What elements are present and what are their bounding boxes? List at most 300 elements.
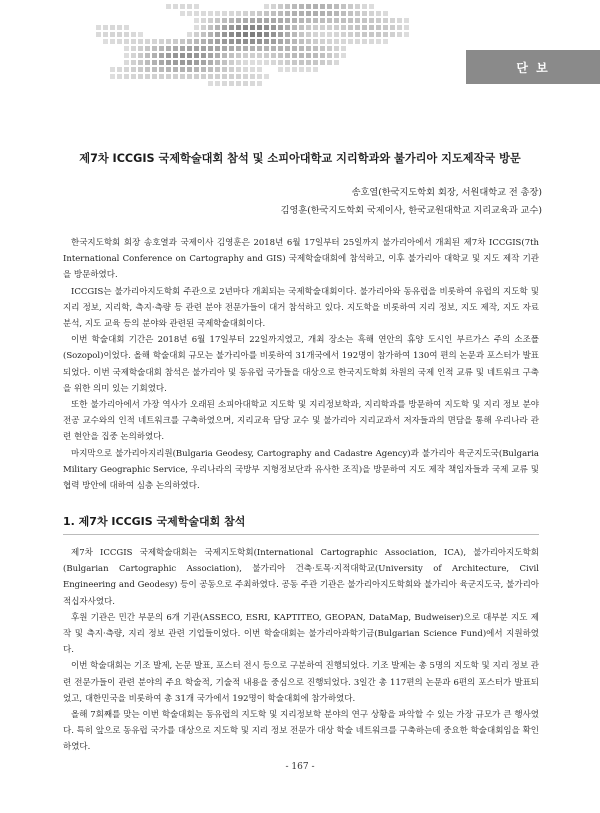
map-dot [257, 25, 262, 30]
map-dot [208, 11, 213, 16]
map-dot [257, 32, 262, 37]
map-dot [145, 60, 150, 65]
map-dot [285, 32, 290, 37]
map-dot [292, 53, 297, 58]
map-dot [124, 60, 129, 65]
map-dot [236, 53, 241, 58]
map-dot [222, 81, 227, 86]
map-dot [320, 25, 325, 30]
map-dot [208, 67, 213, 72]
map-dot [201, 46, 206, 51]
map-dot [285, 46, 290, 51]
map-dot [383, 32, 388, 37]
map-dot [271, 11, 276, 16]
map-dot [264, 39, 269, 44]
map-dot [299, 18, 304, 23]
map-dot [285, 39, 290, 44]
page-number: - 167 - [285, 762, 315, 772]
paragraph: 또한 불가리아에서 가장 역사가 오래된 소피아대학교 지도학 및 지리정보학과, 지리학과를 방문하여 지도학 및 지리 정보 분야 전공 교수와의 인적 네트워크를 구축하였으며, 지리교육 담당 교수 및 불가리아 지리교과서 저자들과의 면담을 통해 우리나라 관련 현안을 집중 논의하였다. [63, 400, 539, 443]
map-dot [180, 60, 185, 65]
map-dot [369, 11, 374, 16]
map-dot [117, 67, 122, 72]
map-dot [229, 46, 234, 51]
map-dot [390, 18, 395, 23]
map-dot [180, 74, 185, 79]
map-dot [229, 67, 234, 72]
map-dot [222, 67, 227, 72]
map-dot [299, 53, 304, 58]
map-dot [222, 46, 227, 51]
map-dot [257, 18, 262, 23]
map-dot [362, 39, 367, 44]
map-dot [159, 46, 164, 51]
map-dot [327, 11, 332, 16]
map-dot [243, 60, 248, 65]
map-dot [250, 46, 255, 51]
map-dot [173, 46, 178, 51]
map-dot [348, 32, 353, 37]
map-dot [257, 46, 262, 51]
map-dot [250, 60, 255, 65]
map-dot [243, 18, 248, 23]
map-dot [96, 32, 101, 37]
map-dot [390, 32, 395, 37]
map-dot [103, 39, 108, 44]
map-dot [271, 53, 276, 58]
map-dot [243, 67, 248, 72]
map-dot [320, 4, 325, 9]
map-dot [145, 39, 150, 44]
map-dot [383, 18, 388, 23]
map-dot [264, 18, 269, 23]
map-dot [187, 32, 192, 37]
map-dot [292, 32, 297, 37]
map-dot [369, 39, 374, 44]
map-dot [208, 60, 213, 65]
map-dot [271, 4, 276, 9]
map-dot [138, 46, 143, 51]
map-dot [362, 32, 367, 37]
map-dot [278, 18, 283, 23]
map-dot [208, 81, 213, 86]
map-dot [215, 18, 220, 23]
map-dot [341, 32, 346, 37]
map-dot [292, 67, 297, 72]
map-dot [264, 53, 269, 58]
map-dot [341, 53, 346, 58]
map-dot [166, 39, 171, 44]
map-dot [159, 74, 164, 79]
map-dot [341, 11, 346, 16]
intro-text [63, 235, 539, 494]
map-dot [327, 32, 332, 37]
map-dot [180, 67, 185, 72]
map-dot [166, 46, 171, 51]
map-dot [194, 53, 199, 58]
map-dot [278, 32, 283, 37]
map-dot [285, 11, 290, 16]
map-dot [341, 46, 346, 51]
map-dot [250, 81, 255, 86]
map-dot [320, 46, 325, 51]
map-dot [208, 74, 213, 79]
map-dot [306, 67, 311, 72]
map-dot [369, 25, 374, 30]
map-dot [313, 53, 318, 58]
map-dot [285, 67, 290, 72]
map-dot [152, 53, 157, 58]
map-dot [334, 4, 339, 9]
map-dot [117, 74, 122, 79]
article-title: 제7차 ICCGIS 국제학술대회 참석 및 소피아대학교 지리학과와 불가리아 지도제작국 방문 [79, 152, 521, 165]
map-dot [257, 53, 262, 58]
map-dot [271, 25, 276, 30]
map-dot [131, 67, 136, 72]
map-dot [131, 60, 136, 65]
map-dot [243, 25, 248, 30]
map-dot [222, 53, 227, 58]
map-dot [222, 39, 227, 44]
map-dot [404, 25, 409, 30]
map-dot [201, 53, 206, 58]
map-dot [299, 67, 304, 72]
map-dot [236, 11, 241, 16]
map-dot [173, 4, 178, 9]
map-dot [215, 74, 220, 79]
map-dot [229, 18, 234, 23]
map-dot [257, 39, 262, 44]
map-dot [285, 18, 290, 23]
map-dot [229, 53, 234, 58]
map-dot [201, 60, 206, 65]
map-dot [257, 60, 262, 65]
map-dot [124, 74, 129, 79]
map-dot [341, 39, 346, 44]
map-dot [201, 74, 206, 79]
map-dot [334, 46, 339, 51]
map-dot [334, 32, 339, 37]
map-dot [250, 67, 255, 72]
map-dot [341, 4, 346, 9]
map-dot [138, 74, 143, 79]
map-dot [369, 4, 374, 9]
map-dot [397, 25, 402, 30]
map-dot [250, 53, 255, 58]
map-dot [187, 46, 192, 51]
map-dot [187, 39, 192, 44]
map-dot [229, 32, 234, 37]
map-dot [341, 18, 346, 23]
map-dot [222, 25, 227, 30]
map-dot [292, 46, 297, 51]
map-dot [348, 11, 353, 16]
map-dot [236, 46, 241, 51]
map-dot [404, 18, 409, 23]
map-dot [187, 11, 192, 16]
map-dot [278, 4, 283, 9]
map-dot [383, 11, 388, 16]
section-divider [63, 534, 539, 535]
map-dot [306, 25, 311, 30]
map-dot [243, 32, 248, 37]
map-dot [334, 25, 339, 30]
map-dot [145, 46, 150, 51]
map-dot [173, 53, 178, 58]
map-dot [215, 25, 220, 30]
map-dot [278, 46, 283, 51]
map-dot [222, 11, 227, 16]
map-dot [110, 74, 115, 79]
map-dot [327, 18, 332, 23]
paragraph: 후원 기관은 민간 부문의 6개 기관(ASSECO, ESRI, KAPTITEO, GEOPAN, DataMap, Budweiser)으로 대부분 지도 제작 및 측지·측량, 지리 정보 관련 기업들이었다. 이번 학술대회는 불가리아과학기금(Bulgarian Science Fund)에서 지원하였다. [63, 612, 539, 656]
map-dot [278, 53, 283, 58]
map-dot [271, 32, 276, 37]
map-dot [362, 25, 367, 30]
map-dot [376, 25, 381, 30]
map-dot [103, 25, 108, 30]
map-dot [145, 74, 150, 79]
map-dot [292, 4, 297, 9]
map-dot [355, 11, 360, 16]
map-dot [320, 60, 325, 65]
map-dot [229, 25, 234, 30]
map-dot [306, 60, 311, 65]
map-dot [124, 46, 129, 51]
map-dot [215, 32, 220, 37]
map-dot [376, 11, 381, 16]
map-dot [271, 39, 276, 44]
map-dot [215, 60, 220, 65]
map-dot [320, 53, 325, 58]
author-line-2: 김영훈(한국지도학회 국제이사, 한국교원대학교 지리교육과 교수) [280, 205, 542, 216]
map-dot [208, 39, 213, 44]
paragraph: ICCGIS는 불가리아지도학회 주관으로 2년마다 개최되는 국제학술대회이다. 불가리아와 동유럽을 비롯하여 유럽의 지도학 및 지리 정보, 지리학, 측지·측량 등 관련 분야 전문가들이 대거 참석하고 있다. 지도학을 비롯하여 지리 정보, 지도 제작, 지도 자료 분석, 지도 교육 등의 분야와 관련된 국제학술대회이다. [63, 286, 539, 330]
map-dot [201, 25, 206, 30]
map-dot [264, 74, 269, 79]
map-dot [159, 67, 164, 72]
map-dot [152, 39, 157, 44]
map-dot [208, 53, 213, 58]
map-dot [299, 4, 304, 9]
map-dot [257, 11, 262, 16]
map-dot [152, 74, 157, 79]
map-dot [159, 60, 164, 65]
map-dot [131, 39, 136, 44]
map-dot [236, 32, 241, 37]
map-dot [313, 32, 318, 37]
map-dot [369, 18, 374, 23]
map-dot [187, 67, 192, 72]
map-dot [124, 25, 129, 30]
map-dot [138, 67, 143, 72]
map-dot [397, 32, 402, 37]
map-dot [348, 25, 353, 30]
map-dot [278, 39, 283, 44]
map-dot [229, 39, 234, 44]
section-tag: 단 보 [466, 50, 600, 84]
map-dot [236, 39, 241, 44]
map-dot [306, 11, 311, 16]
map-dot [257, 74, 262, 79]
map-dot [180, 39, 185, 44]
map-dot [306, 53, 311, 58]
map-dot [145, 67, 150, 72]
map-dot [236, 81, 241, 86]
map-dot [362, 4, 367, 9]
map-dot [355, 4, 360, 9]
map-dot [215, 46, 220, 51]
map-dot [257, 67, 262, 72]
map-dot [194, 39, 199, 44]
map-dot [215, 53, 220, 58]
map-dot [327, 25, 332, 30]
map-dot [334, 53, 339, 58]
map-dot [117, 25, 122, 30]
map-dot [278, 67, 283, 72]
map-dot [236, 18, 241, 23]
map-dot [159, 39, 164, 44]
map-dot [390, 25, 395, 30]
map-dot [152, 60, 157, 65]
map-dot [313, 60, 318, 65]
map-dot [306, 39, 311, 44]
map-dot [327, 60, 332, 65]
map-dot [278, 60, 283, 65]
map-dot [124, 32, 129, 37]
map-dot [285, 4, 290, 9]
map-dot [264, 25, 269, 30]
map-dot [194, 74, 199, 79]
map-dot [341, 25, 346, 30]
map-dot [327, 46, 332, 51]
map-dot [362, 11, 367, 16]
map-dot [96, 25, 101, 30]
map-dot [313, 39, 318, 44]
map-dot [201, 11, 206, 16]
map-dot [138, 60, 143, 65]
map-dot [362, 18, 367, 23]
map-dot [271, 46, 276, 51]
map-dot [222, 60, 227, 65]
map-dot [173, 74, 178, 79]
map-dot [138, 53, 143, 58]
map-dot [292, 60, 297, 65]
map-dot [152, 46, 157, 51]
map-dot [229, 60, 234, 65]
map-dot [320, 11, 325, 16]
map-dot [215, 81, 220, 86]
map-dot [355, 25, 360, 30]
map-dot [264, 11, 269, 16]
map-dot [208, 46, 213, 51]
map-dot [313, 4, 318, 9]
map-dot [103, 32, 108, 37]
map-dot [243, 46, 248, 51]
map-dot [208, 32, 213, 37]
map-dot [173, 67, 178, 72]
map-dot [222, 18, 227, 23]
map-dot [194, 67, 199, 72]
map-dot [355, 39, 360, 44]
map-dot [215, 11, 220, 16]
map-dot [313, 67, 318, 72]
map-dot [292, 39, 297, 44]
map-dot [299, 25, 304, 30]
map-dot [320, 39, 325, 44]
map-dot [404, 32, 409, 37]
map-dot [194, 11, 199, 16]
map-dot [180, 46, 185, 51]
map-dot [194, 25, 199, 30]
map-dot [236, 74, 241, 79]
map-dot [250, 74, 255, 79]
map-dot [355, 18, 360, 23]
map-dot [138, 32, 143, 37]
map-dot [194, 32, 199, 37]
map-dot [201, 39, 206, 44]
map-dot [299, 46, 304, 51]
map-dot [117, 39, 122, 44]
map-dot [243, 39, 248, 44]
map-dot [110, 39, 115, 44]
map-dot [334, 39, 339, 44]
map-dot [180, 4, 185, 9]
paragraph: 이번 학술대회는 기조 발제, 논문 발표, 포스터 전시 등으로 구분하여 진행되었다. 기조 발제는 총 5명의 지도학 및 지리 정보 관련 전문가들이 관련 분야의 주요 학술적, 기술적 내용을 중심으로 진행되었다. 3일간 총 117편의 논문과 6편의 포스터가 발표되었고, 대한민국을 비롯하여 총 31개 국가에서 192명이 학술대회에 참가하였다. [63, 661, 539, 704]
map-dot [208, 18, 213, 23]
section1-text [63, 545, 539, 756]
map-dot [376, 32, 381, 37]
map-dot [124, 39, 129, 44]
map-dot [306, 32, 311, 37]
map-dot [348, 18, 353, 23]
map-dot [215, 67, 220, 72]
map-dot [159, 53, 164, 58]
map-dot [229, 11, 234, 16]
map-dot [131, 32, 136, 37]
map-dot [250, 39, 255, 44]
map-dot [257, 81, 262, 86]
map-dot [166, 4, 171, 9]
map-dot [243, 74, 248, 79]
map-dot [236, 67, 241, 72]
map-dot [124, 53, 129, 58]
paragraph: 올해 7회째를 맞는 이번 학술대회는 동유럽의 지도학 및 지리정보학 분야의 연구 상황을 파악할 수 있는 가장 규모가 큰 행사였다. 특히 앞으로 동유럽 국가를 대상으로 지도학 및 지리 정보 전문가 대상 학술 네트워크를 구축하는데 중요한 학술대회임을 확인하였다. [63, 710, 539, 753]
map-dot [187, 74, 192, 79]
map-dot [236, 60, 241, 65]
map-dot [264, 32, 269, 37]
map-dot [320, 18, 325, 23]
paragraph: 제7차 ICCGIS 국제학술대회는 국제지도학회(International Cartographic Association, ICA), 불가리아지도학회(Bulgarian Cartographic Association), 불가리아 건축·토목·지적대학교(University of Architecture, Civil Engineering and Geodesy) 등이 공동으로 주최하였다. 공동 주관 기관은 불가리아지도학회와 불가리아 육군지도국, 불가리아 적십자사였다. [63, 548, 539, 607]
map-dot [250, 11, 255, 16]
map-dot [299, 39, 304, 44]
map-dot [320, 32, 325, 37]
map-dot [131, 46, 136, 51]
map-dot [376, 18, 381, 23]
map-dot [180, 11, 185, 16]
map-dot [194, 4, 199, 9]
map-dot [327, 4, 332, 9]
map-dot [264, 4, 269, 9]
map-dot [201, 67, 206, 72]
map-dot [194, 46, 199, 51]
map-dot [299, 60, 304, 65]
map-dot [313, 46, 318, 51]
map-dot [187, 60, 192, 65]
map-dot [194, 18, 199, 23]
map-dot [138, 39, 143, 44]
map-dot [208, 25, 213, 30]
map-dot [110, 25, 115, 30]
